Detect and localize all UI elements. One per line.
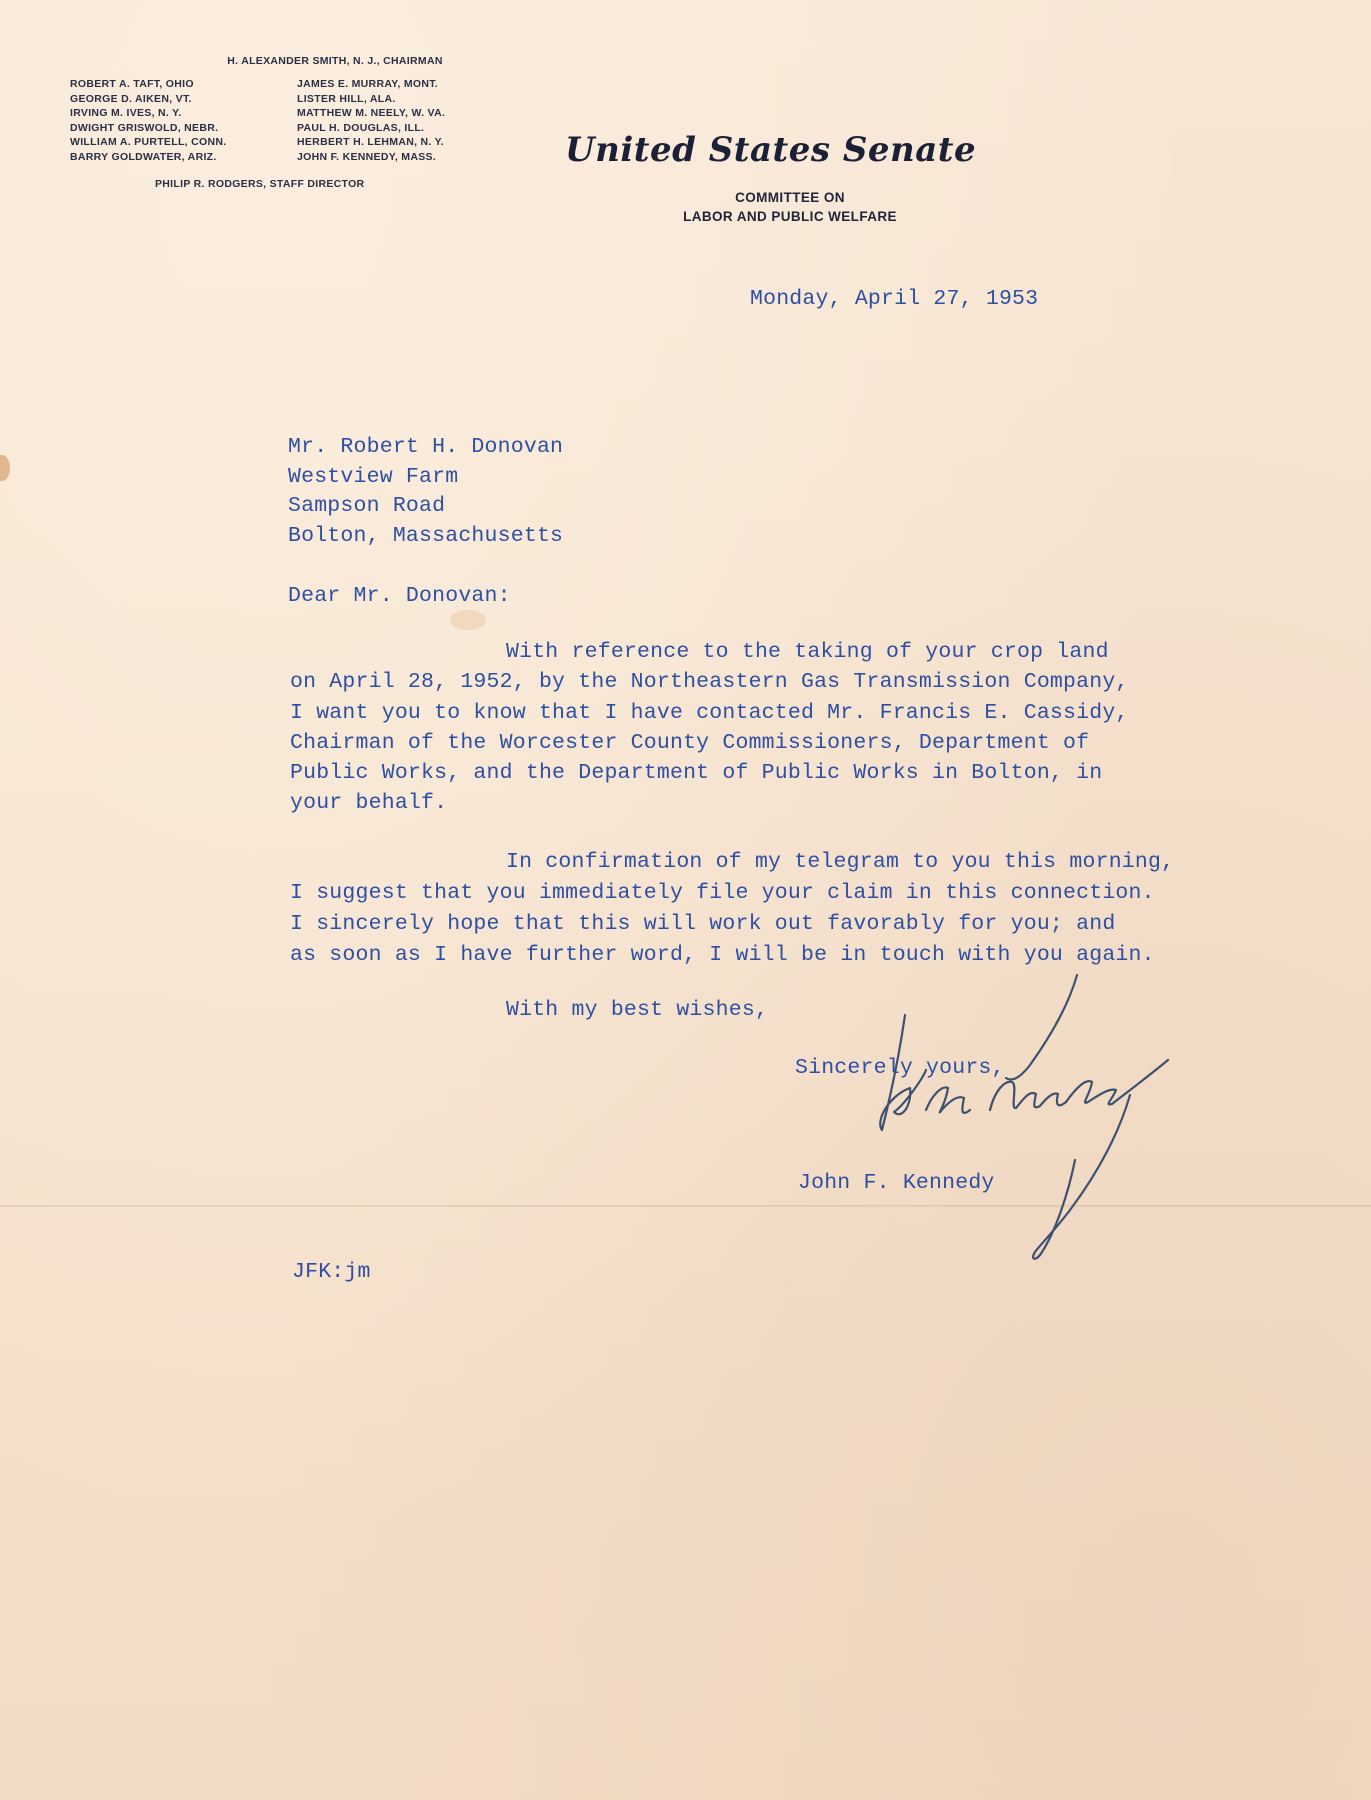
member-name: LISTER HILL, ALA. (297, 92, 396, 105)
member-name: IRVING M. IVES, N. Y. (70, 107, 182, 119)
committee-line: LABOR AND PUBLIC WELFARE (683, 209, 897, 224)
signer-name: John F. Kennedy (798, 1171, 995, 1195)
paper-stain (450, 610, 486, 630)
paragraph-line: as soon as I have further word, I will be in touch with you again. (290, 943, 1155, 967)
letterhead-chairman: H. ALEXANDER SMITH, N. J., CHAIRMAN (227, 55, 443, 67)
address-line: Westview Farm (288, 464, 459, 489)
letter-date: Monday, April 27, 1953 (750, 287, 1039, 311)
committee-name (615, 188, 965, 226)
body-paragraph-1 (290, 637, 1129, 819)
address-line: Bolton, Massachusetts (288, 523, 564, 548)
sign-off: Sincerely yours, (795, 1056, 1005, 1080)
body-paragraph-2 (290, 847, 1174, 971)
member-name: GEORGE D. AIKEN, VT. (70, 92, 192, 105)
paragraph-line: on April 28, 1952, by the Northeastern Gas Transmission Company, (290, 670, 1129, 695)
member-name: HERBERT H. LEHMAN, N. Y. (297, 136, 445, 148)
paragraph-line: Public Works, and the Department of Public Works in Bolton, in (290, 761, 1103, 786)
member-name: ROBERT A. TAFT, OHIO (70, 78, 194, 90)
paragraph-line: With reference to the taking of your crop land (506, 640, 1109, 664)
member-name: DWIGHT GRISWOLD, NEBR. (70, 121, 219, 134)
address-line: Sampson Road (288, 494, 446, 518)
paper-stain (0, 455, 10, 481)
member-name: MATTHEW M. NEELY, W. VA. (297, 107, 446, 119)
committee-line: COMMITTEE ON (735, 190, 845, 205)
senate-letterhead-title: United States Senate (565, 130, 977, 170)
reference-initials: JFK:jm (292, 1260, 371, 1284)
member-name: WILLIAM A. PURTELL, CONN. (70, 136, 227, 148)
paragraph-line: I sincerely hope that this will work out favorably for you; and (290, 912, 1116, 936)
recipient-address (288, 433, 563, 551)
member-name: JAMES E. MURRAY, MONT. (297, 78, 438, 90)
handwritten-signature (830, 970, 1190, 1310)
closing-wishes: With my best wishes, (506, 998, 769, 1022)
paragraph-line: your behalf. (290, 791, 448, 816)
paragraph-line: Chairman of the Worcester County Commissioners, Department of (290, 730, 1090, 755)
paragraph-line: I want you to know that I have contacted Mr. Francis E. Cassidy, (290, 700, 1129, 725)
member-name: JOHN F. KENNEDY, MASS. (297, 150, 437, 163)
salutation: Dear Mr. Donovan: (288, 584, 511, 608)
paragraph-line: I suggest that you immediately file your claim in this connection. (290, 881, 1155, 905)
members-right-column (297, 77, 445, 164)
member-name: PAUL H. DOUGLAS, ILL. (297, 121, 425, 134)
staff-director: PHILIP R. RODGERS, STAFF DIRECTOR (155, 178, 365, 190)
members-left-column (70, 77, 226, 164)
paragraph-line: In confirmation of my telegram to you this morning, (506, 850, 1175, 874)
address-line: Mr. Robert H. Donovan (288, 435, 564, 459)
member-name: BARRY GOLDWATER, ARIZ. (70, 150, 217, 163)
